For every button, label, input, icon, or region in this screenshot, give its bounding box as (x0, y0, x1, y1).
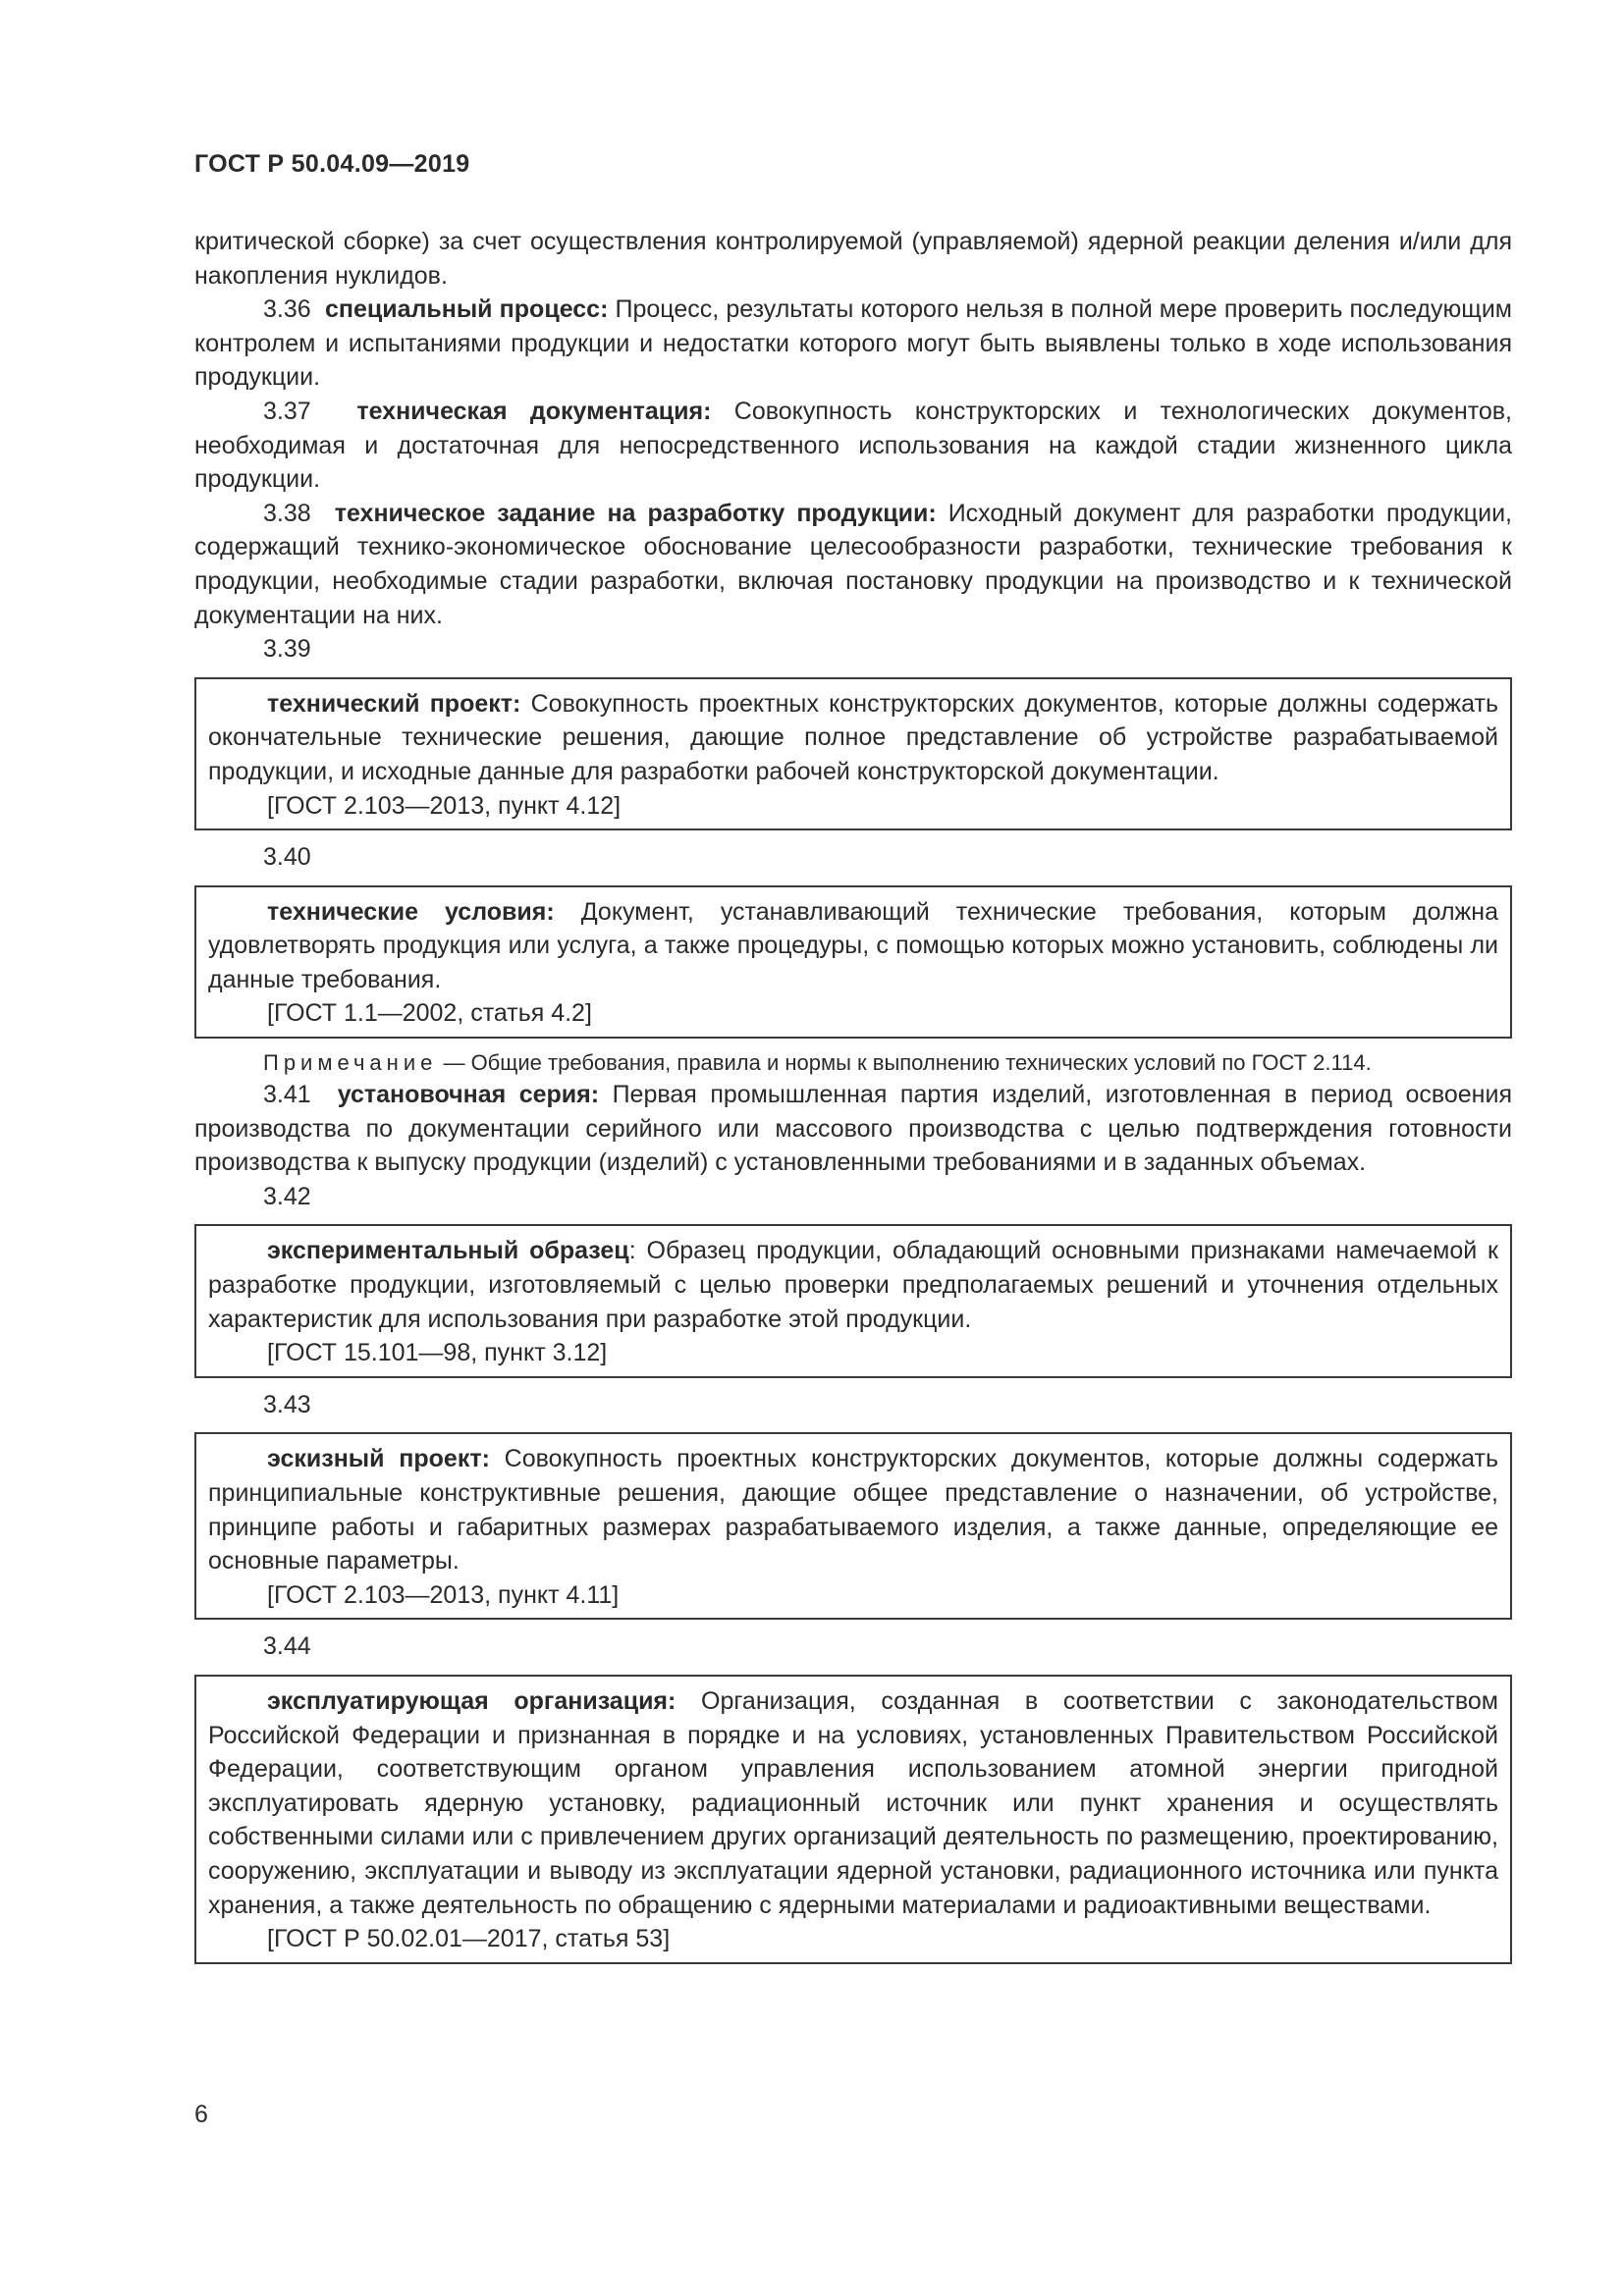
term-number-3-43: 3.43 (263, 1390, 311, 1418)
term-text: Процесс, результаты которого нельзя в полной мере проверить последующим контролем и испытаниями продукции и недостатки которого могут быть выявлены только в ходе использования продукции. (194, 295, 1512, 392)
definition-text (208, 895, 1498, 997)
term-text: Совокупность проектных конструкторских документов, которые должны содержать окончательные технические решения, дающие полное представление об устройстве разрабатываемой продукции, и исходные данные для разработки рабочей конструкторской документации. (208, 689, 1498, 785)
term-text: Документ, устанавливающий технические требования, которым должна удовлетворять продукция или услуга, а также процедуры, с помощью которых можно установить, соблюдены ли данные требования. (208, 897, 1498, 993)
term-3-36 (194, 293, 1512, 395)
term-title: технический проект: (267, 689, 521, 718)
boxed-definition-3-40 (194, 885, 1512, 1039)
term-title: установочная серия: (337, 1081, 600, 1109)
term-text: Совокупность проектных конструкторских документов, которые должны содержать принципиальные конструктивные решения, дающие общее представление о назначении, об устройстве, принципе работы и габаритных размерах разрабатываемого изделия, а также данные, определяющие ее основные параметры. (208, 1445, 1498, 1575)
term-title: экспериментальный образец (267, 1237, 629, 1265)
source-reference: [ГОСТ 2.103—2013, пункт 4.11] (267, 1580, 620, 1609)
term-title: техническое задание на разработку продукции: (334, 499, 937, 527)
definition-text (208, 1684, 1498, 1922)
source-reference: [ГОСТ 1.1—2002, статья 4.2] (267, 999, 592, 1028)
term-text: : Образец продукции, обладающий основными признаками намечаемой к разработке продукции, изготовляемый с целью проверки предполагаемых решений и уточнения отдельных характеристик для использования при разработке этой продукции. (208, 1237, 1498, 1333)
term-title: специальный процесс: (324, 295, 609, 324)
source-reference: [ГОСТ Р 50.02.01—2017, статья 53] (267, 1925, 671, 1953)
boxed-definition-3-44 (194, 1675, 1512, 1964)
note-3-40 (194, 1048, 1512, 1078)
term-number: 3.36 (263, 295, 311, 324)
document-header: ГОСТ Р 50.04.09—2019 (194, 150, 470, 178)
note-text: — Общие требования, правила и нормы к выполнению технических условий по ГОСТ 2.114. (437, 1050, 1372, 1076)
term-text: Исходный документ для разработки продукции, содержащий технико-экономическое обоснование целесообразности разработки, технические требования к продукции, необходимые стадии разработки, включая постановку продукции на производство и к технической документации на них. (194, 499, 1512, 629)
source-reference: [ГОСТ 15.101—98, пункт 3.12] (267, 1339, 608, 1367)
boxed-definition-3-43 (194, 1432, 1512, 1620)
page-number: 6 (194, 2101, 208, 2128)
source-reference: [ГОСТ 2.103—2013, пункт 4.12] (267, 791, 622, 820)
term-text: Первая промышленная партия изделий, изготовленная в период освоения производства по документации серийного или массового производства с целью подтверждения готовности производства к выпуску продукции (изделий) с установленными требованиями и в заданных объемах. (194, 1081, 1512, 1177)
term-3-41 (194, 1078, 1512, 1180)
intro-continuation: критической сборке) за счет осуществления контролируемой (управляемой) ядерной реакции деления и/или для накопления нуклидов. (194, 228, 1512, 290)
definition-text (208, 687, 1498, 789)
term-number-3-39: 3.39 (263, 635, 311, 664)
term-title: эксплуатирующая организация: (267, 1686, 677, 1715)
term-3-37 (194, 395, 1512, 497)
term-number: 3.41 (263, 1081, 311, 1109)
boxed-definition-3-42 (194, 1224, 1512, 1377)
term-title: эскизный проект: (267, 1445, 490, 1473)
term-number-3-40: 3.40 (263, 843, 311, 872)
term-3-38 (194, 497, 1512, 632)
boxed-definition-3-39 (194, 677, 1512, 830)
term-number: 3.37 (263, 397, 311, 425)
document-body (194, 225, 1512, 1974)
definition-text (208, 1442, 1498, 1577)
term-text: Организация, созданная в соответствии с законодательством Российской Федерации и признанная в порядке и на условиях, установленных Правительством Российской Федерации, соответствующим органом управления использованием атомной энергии пригодной эксплуатировать ядерную установку, радиационный источник или пункт хранения и осуществлять собственными силами или с привлечением других организаций деятельность по размещению, проектированию, сооружению, эксплуатации и выводу из эксплуатации ядерной установки, радиационного источника или пункта хранения, а также деятельность по обращению с ядерными материалами и радиоактивными веществами. (208, 1686, 1498, 1919)
term-title: техническая документация: (356, 397, 712, 425)
note-label: Примечание (263, 1050, 438, 1076)
term-text: Совокупность конструкторских и технологических документов, необходимая и достаточная для непосредственного использования на каждой стадии жизненного цикла продукции. (194, 397, 1512, 494)
term-title: технические условия: (267, 897, 555, 926)
term-number: 3.38 (263, 499, 311, 527)
definition-text (208, 1234, 1498, 1336)
term-number-3-44: 3.44 (263, 1632, 311, 1661)
term-number-3-42: 3.42 (263, 1182, 311, 1210)
